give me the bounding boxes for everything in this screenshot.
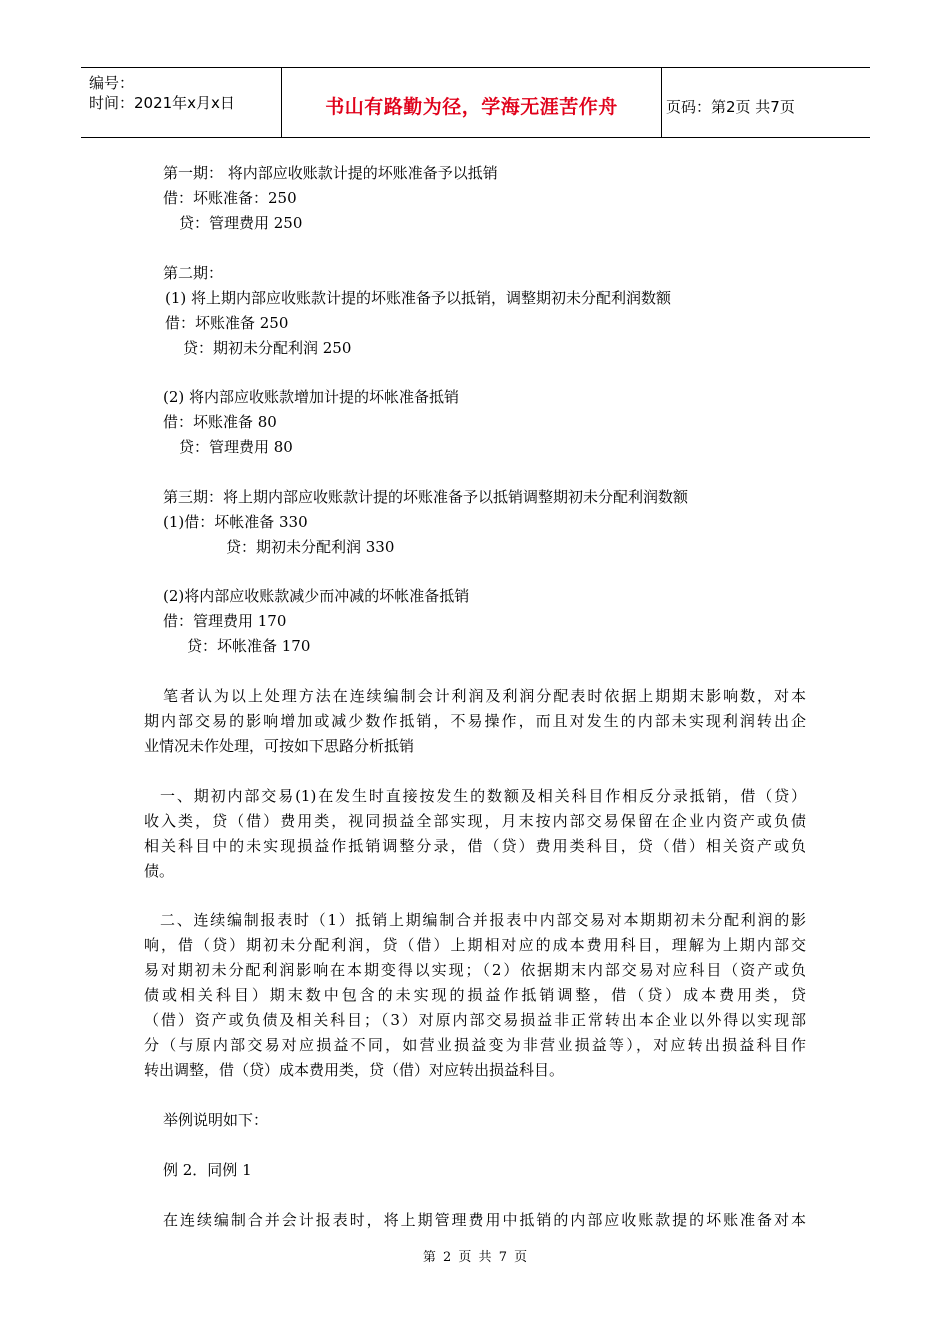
text-line: 债。 (144, 862, 175, 880)
document-date: 时间：2021年x月x日 (89, 94, 235, 112)
header-page-cell (662, 68, 870, 137)
text-line: 业情况未作处理，可按如下思路分析抵销 (144, 737, 415, 755)
header-motto: 书山有路勤为径，学海无涯苦作舟 (325, 96, 618, 118)
text-line: 债或相关科目）期末数中包含的未实现的损益作抵销调整，借（贷）成本费用类，贷 (144, 986, 806, 1004)
text-line: 贷：期初未分配利润 250 (183, 339, 352, 357)
text-line: 贷：管理费用 80 (179, 438, 293, 456)
text-line: 贷：坏帐准备 170 (187, 637, 311, 655)
text-line: 响，借（贷）期初未分配利润，贷（借）上期相对应的成本费用科目，理解为上期内部交 (144, 936, 806, 954)
text-line: 借：管理费用 170 (163, 612, 287, 630)
page-footer: 第 2 页 共 7 页 (422, 1250, 528, 1265)
text-line: 第二期： (163, 264, 224, 282)
text-line: 分（与原内部交易对应损益不同，如营业损益变为非营业损益等），对应转出损益科目作 (144, 1036, 806, 1054)
text-line: 一、期初内部交易(1)在发生时直接按发生的数额及相关科目作相反分录抵销，借（贷） (160, 787, 806, 805)
text-line: (1) 将上期内部应收账款计提的坏账准备予以抵销，调整期初未分配利润数额 (165, 289, 672, 307)
text-line: 例 2．同例 1 (163, 1161, 252, 1179)
text-line: 笔者认为以上处理方法在连续编制会计利润及利润分配表时依据上期期末影响数，对本 (163, 687, 806, 705)
text-line: (1)借：坏帐准备 330 (163, 513, 308, 531)
text-line: (2)将内部应收账款减少而冲减的坏帐准备抵销 (163, 587, 470, 605)
text-line: 举例说明如下： (163, 1111, 269, 1129)
text-line: 借：坏账准备 80 (163, 413, 277, 431)
text-line: 期内部交易的影响增加或减少数作抵销，不易操作，而且对发生的内部未实现利润转出企 (144, 712, 806, 730)
text-line: 第三期：将上期内部应收账款计提的坏账准备予以抵销调整期初未分配利润数额 (163, 488, 689, 506)
text-line: 相关科目中的未实现损益作抵销调整分录，借（贷）费用类科目，贷（借）相关资产或负 (144, 837, 806, 855)
text-line: 易对期初未分配利润影响在本期变得以实现；（2）依据期末内部交易对应科目（资产或负 (144, 961, 806, 979)
text-line: 二、连续编制报表时（1）抵销上期编制合并报表中内部交易对本期期初未分配利润的影 (160, 911, 806, 929)
text-line: 贷：期初未分配利润 330 (226, 538, 395, 556)
header-meta-cell (81, 68, 282, 137)
text-line: 在连续编制合并会计报表时，将上期管理费用中抵销的内部应收账款提的坏账准备对本 (163, 1211, 806, 1229)
text-line: 贷：管理费用 250 (179, 214, 303, 232)
text-line: 转出调整，借（贷）成本费用类，贷（借）对应转出损益科目。 (144, 1061, 565, 1079)
text-line: 借：坏账准备：250 (163, 189, 297, 207)
text-line: （借）资产或负债及相关科目；（3）对原内部交易损益非正常转出本企业以外得以实现部 (144, 1011, 806, 1029)
document-number-label: 编号： (89, 74, 135, 92)
text-line: (2) 将内部应收账款增加计提的坏帐准备抵销 (163, 388, 460, 406)
text-line: 收入类，贷（借）费用类，视同损益全部实现，月末按内部交易保留在企业内资产或负债 (144, 812, 806, 830)
header-motto-cell (282, 68, 662, 137)
header-page-info: 页码：第2页 共7页 (666, 98, 795, 116)
text-line: 借：坏账准备 250 (165, 314, 289, 332)
page-header (81, 67, 870, 138)
text-line: 第一期： 将内部应收账款计提的坏账准备予以抵销 (163, 164, 498, 182)
